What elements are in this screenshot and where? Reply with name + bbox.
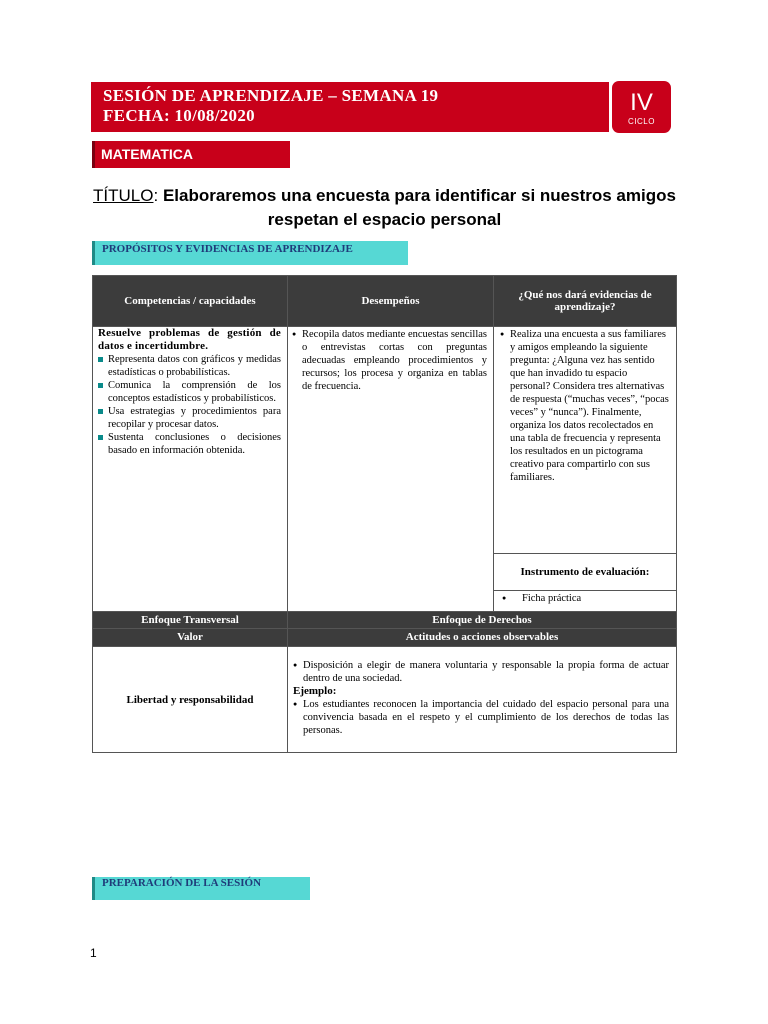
page-number: 1 — [90, 946, 97, 960]
session-week-title: SESIÓN DE APRENDIZAJE – SEMANA 19 — [103, 86, 439, 105]
capacity-item: Representa datos con gráficos y medidas estadísticas o probabilísticas. — [98, 353, 281, 379]
ciclo-number: IV — [630, 89, 653, 116]
evidence-header: ¿Qué nos dará evidencias de aprendizaje? — [493, 275, 677, 327]
session-header — [91, 82, 609, 132]
capacity-item: Usa estrategias y procedimientos para recopilar y procesar datos. — [98, 405, 281, 431]
example-label: Ejemplo: — [293, 685, 337, 697]
capacity-item: Comunica la comprensión de los conceptos estadísticos y probabilísticos. — [98, 379, 281, 405]
competence-title: Resuelve problemas de gestión de datos e incertidumbre. — [98, 327, 281, 352]
performance-item: ● Recopila datos mediante encuestas sencillas o entrevistas cortas con preguntas adecuadas empleando procedimientos y recursos; los procesa y organiza en tablas de frecuencia. — [292, 328, 487, 393]
evidence-list — [500, 328, 670, 484]
title-label: TÍTULO — [93, 186, 154, 205]
instrument-header: Instrumento de evaluación: — [493, 553, 677, 591]
attitudes-cell — [287, 646, 677, 753]
attitude-item: ● Disposición a elegir de manera voluntaria y responsable la propia forma de actuar dentro de una sociedad. — [293, 659, 669, 685]
rights-approach-header: Enfoque de Derechos — [287, 611, 677, 629]
evidence-cell — [493, 326, 677, 554]
capacities-list — [98, 353, 281, 457]
transversal-approach-header: Enfoque Transversal — [92, 611, 288, 629]
competencies-cell — [92, 326, 288, 612]
performance-list — [292, 328, 487, 393]
value-header: Valor — [92, 628, 288, 647]
session-date: FECHA: 10/08/2020 — [103, 106, 255, 125]
title-text: Elaboraremos una encuesta para identificar si nuestros amigos respetan el espacio personal — [158, 186, 676, 229]
subject-label: MATEMATICA — [92, 141, 290, 168]
value-cell: Libertad y responsabilidad — [92, 646, 288, 753]
evidence-item: ● Realiza una encuesta a sus familiares y amigos empleando la siguiente pregunta: ¿Alguna vez has sentido que han invadido tu espacio personal? Considera tres alternativas de respuesta (“muchas veces”, “pocas veces” y “nunca”). Finalmente, organiza los datos recolectados en una tabla de frecuencia y representa los resultados en un pictograma creativo para compartirlo con sus familiares. — [500, 328, 670, 484]
instrument-item: ● Ficha práctica — [502, 592, 676, 605]
ciclo-badge — [612, 81, 671, 133]
performance-cell — [287, 326, 494, 612]
page-title — [92, 184, 677, 232]
instrument-cell — [493, 590, 677, 612]
example-item: ● Los estudiantes reconocen la importancia del cuidado del espacio personal para una convivencia basada en el respeto y el cumplimiento de los derechos de todas las personas. — [293, 698, 669, 737]
preparation-section-label: PREPARACIÓN DE LA SESIÓN — [92, 877, 310, 900]
instrument-list — [502, 592, 676, 605]
attitudes-list — [293, 659, 669, 685]
purposes-section-label: PROPÓSITOS Y EVIDENCIAS DE APRENDIZAJE — [92, 241, 408, 265]
example-list — [293, 698, 669, 737]
title-colon: : — [153, 186, 159, 205]
capacity-item: Sustenta conclusiones o decisiones basado en información obtenida. — [98, 431, 281, 457]
ciclo-label: CICLO — [628, 117, 655, 126]
competencies-header: Competencias / capacidades — [92, 275, 288, 327]
performance-header: Desempeños — [287, 275, 494, 327]
attitudes-header: Actitudes o acciones observables — [287, 628, 677, 647]
